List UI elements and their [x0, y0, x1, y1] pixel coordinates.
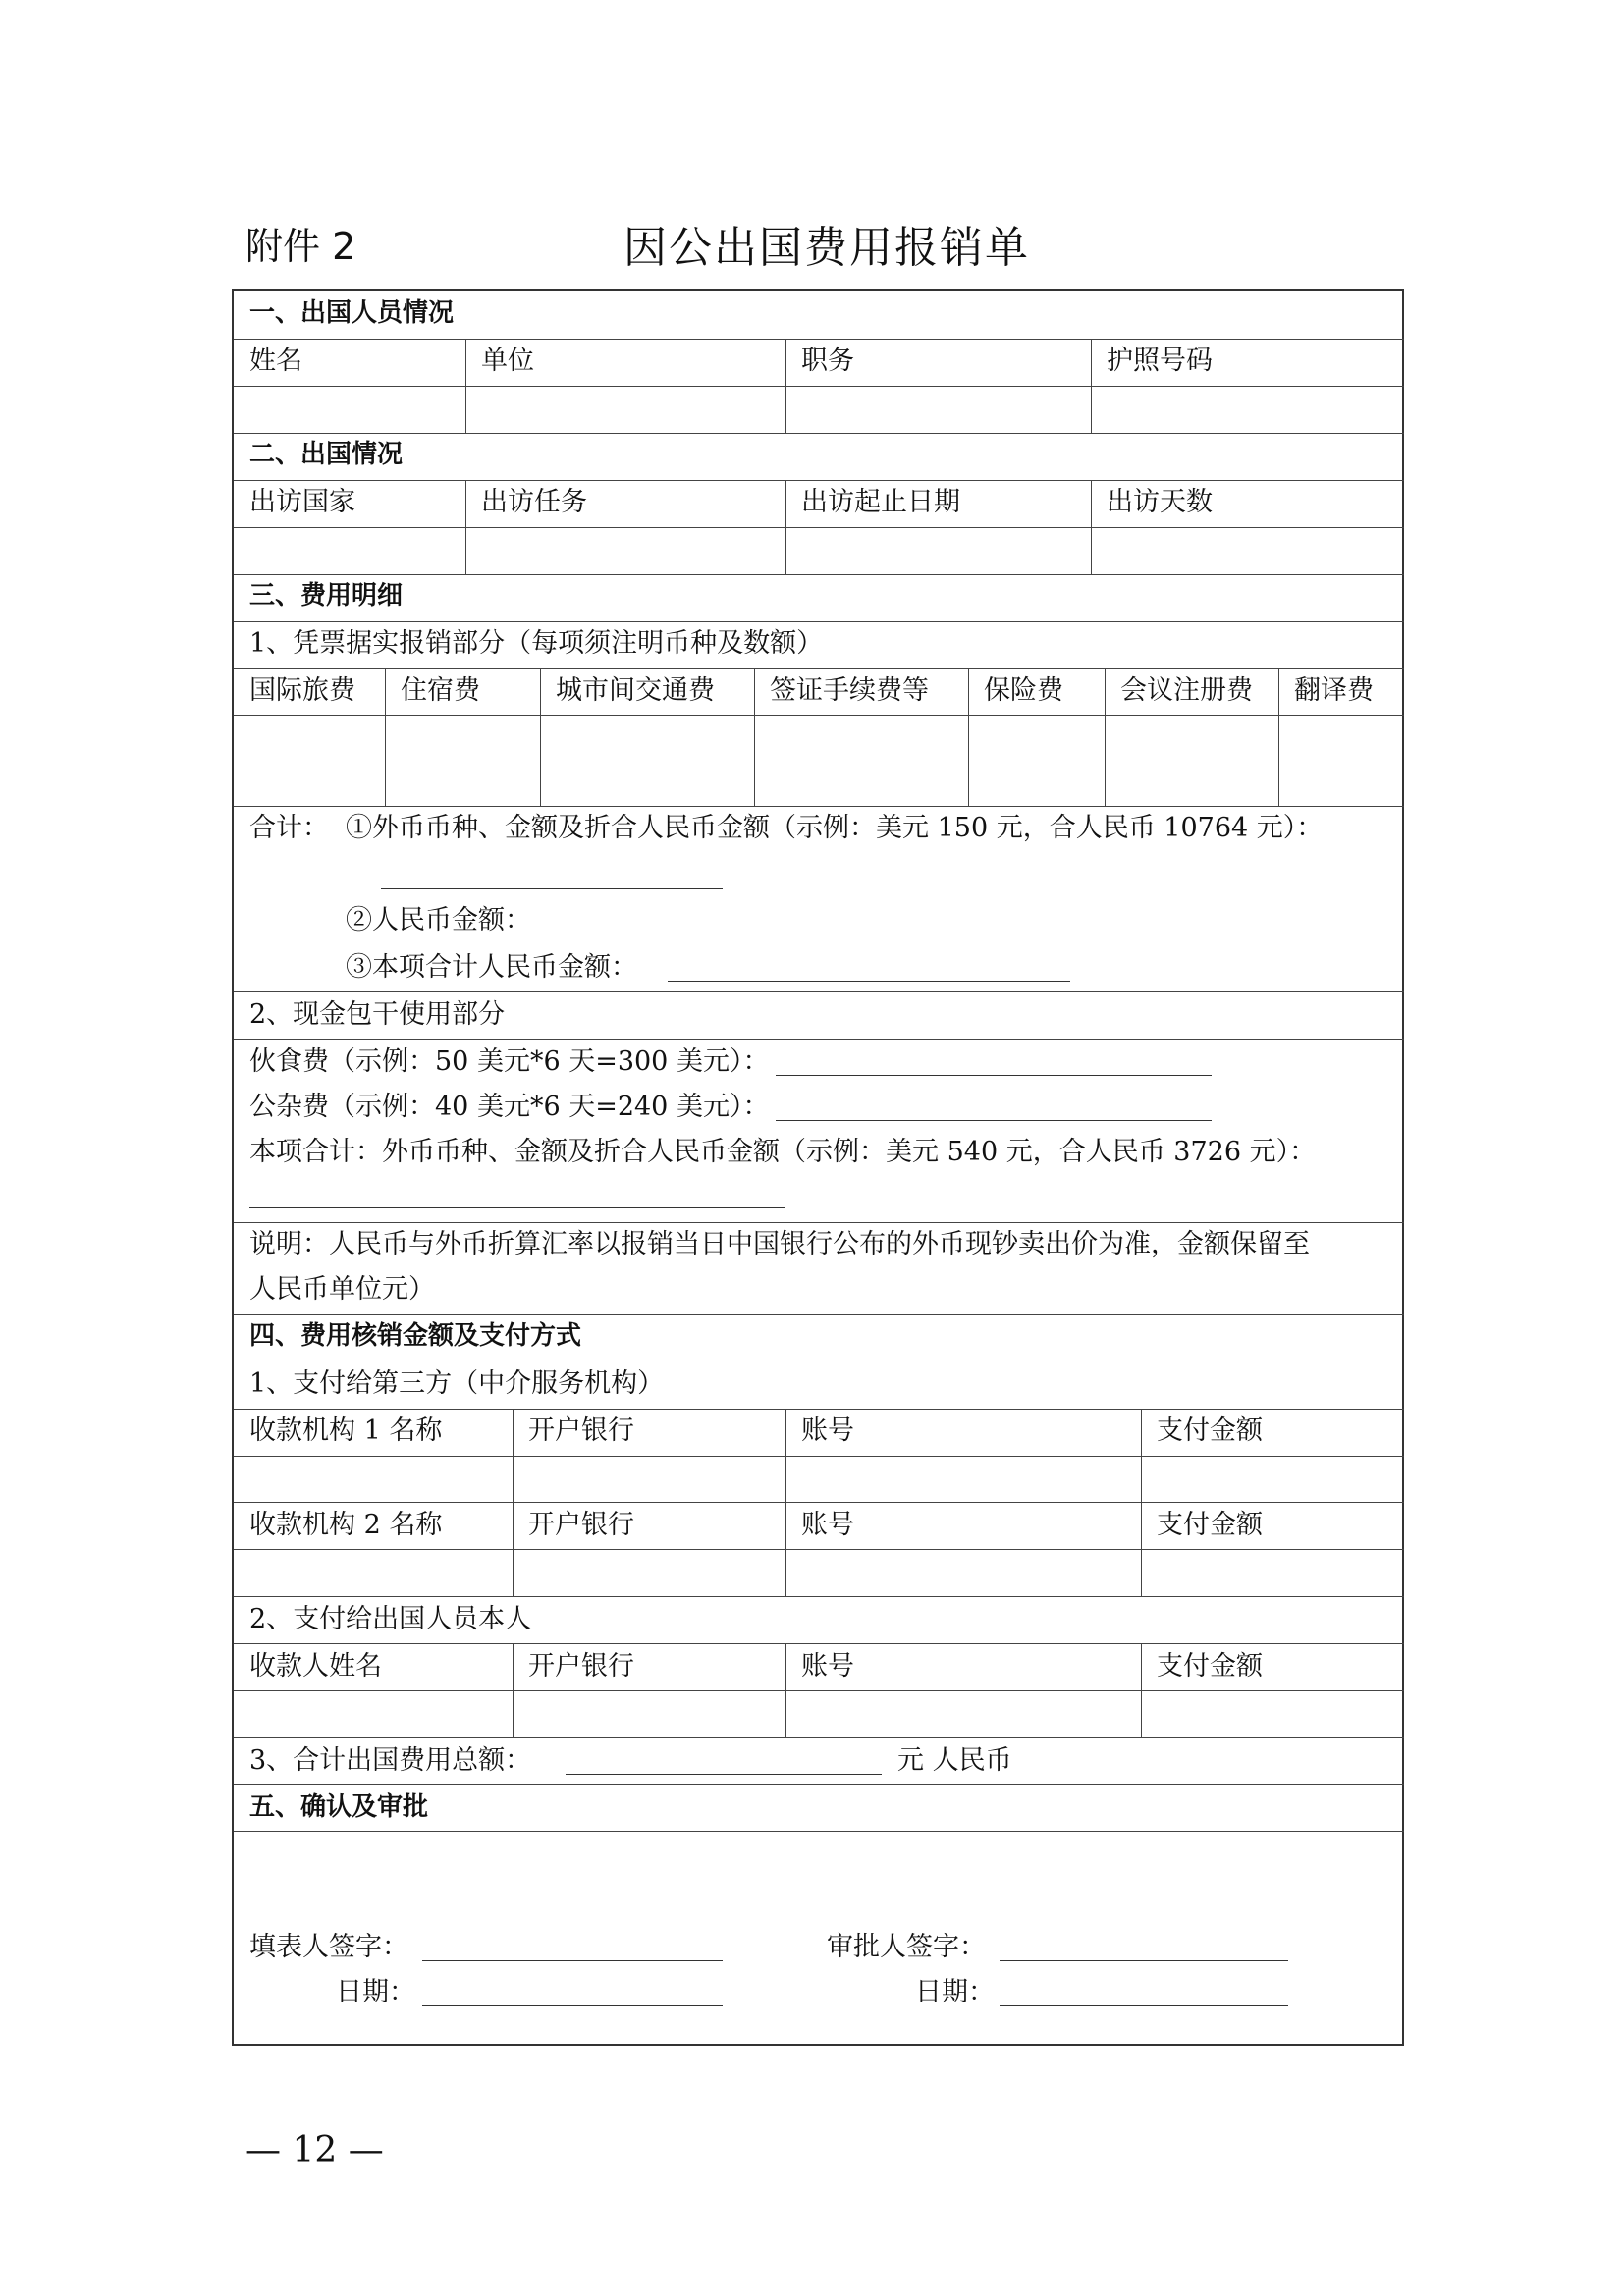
meal-blank[interactable] [776, 1075, 1212, 1076]
col-dates: 出访起止日期 [801, 487, 960, 517]
approver-sign-label: 审批人签字： [827, 1932, 986, 1962]
cash-subtotal-blank[interactable] [249, 1207, 785, 1208]
grand-total-blank[interactable] [566, 1774, 882, 1775]
org1-account-label: 账号 [801, 1415, 854, 1446]
total-label: 合计： [249, 813, 329, 843]
approver-sign-blank[interactable] [1000, 1960, 1288, 1961]
section4-header: 四、费用核销金额及支付方式 [249, 1321, 582, 1351]
section2-header: 二、出国情况 [249, 440, 404, 469]
payee-bank-label: 开户银行 [528, 1651, 634, 1682]
receipt-subsection: 1、凭票据实报销部分（每项须注明币种及数额） [249, 628, 824, 659]
reimbursement-form-table [232, 289, 1404, 2046]
foreign-total-line: ①外币币种、金额及折合人民币金额（示例：美元 150 元，合人民币 10764 元）： [346, 813, 1324, 843]
payee-amount-label: 支付金额 [1157, 1651, 1263, 1682]
section1-header: 一、出国人员情况 [249, 298, 455, 328]
page-number: — 12 — [245, 2130, 384, 2170]
attachment-label: 附件 2 [245, 225, 356, 268]
col-task: 出访任务 [481, 487, 587, 517]
filler-date-label: 日期： [336, 1977, 415, 2007]
section3-header: 三、费用明细 [249, 581, 404, 611]
col-days: 出访天数 [1107, 487, 1213, 517]
col-name: 姓名 [249, 346, 302, 376]
cash-subtotal-line: 本项合计：外币币种、金额及折合人民币金额（示例：美元 540 元，合人民币 3726 元）： [249, 1137, 1317, 1167]
misc-blank[interactable] [776, 1120, 1212, 1121]
col-passport: 护照号码 [1107, 346, 1213, 376]
approver-date-blank[interactable] [1000, 2005, 1288, 2006]
col-conference: 会议注册费 [1120, 675, 1253, 706]
section5-header: 五、确认及审批 [249, 1792, 429, 1822]
org2-bank-label: 开户银行 [528, 1510, 634, 1540]
grand-total-label: 3、合计出国费用总额： [249, 1745, 532, 1776]
grand-total-unit: 元 人民币 [897, 1745, 1012, 1776]
filler-sign-label: 填表人签字： [249, 1932, 408, 1962]
col-insurance: 保险费 [984, 675, 1063, 706]
payee-name-label: 收款人姓名 [249, 1651, 382, 1682]
org1-name-label: 收款机构 1 名称 [249, 1415, 443, 1446]
item-total-line: ③本项合计人民币金额： [346, 952, 637, 983]
col-position: 职务 [801, 346, 854, 376]
self-payment-subsection: 2、支付给出国人员本人 [249, 1604, 532, 1634]
col-intl-travel: 国际旅费 [249, 675, 355, 706]
org1-amount-label: 支付金额 [1157, 1415, 1263, 1446]
approver-date-label: 日期： [915, 1977, 995, 2007]
org2-name-label: 收款机构 2 名称 [249, 1510, 443, 1540]
misc-line: 公杂费（示例：40 美元*6 天=240 美元）： [249, 1092, 770, 1122]
col-unit: 单位 [481, 346, 534, 376]
filler-date-blank[interactable] [422, 2005, 723, 2006]
third-party-subsection: 1、支付给第三方（中介服务机构） [249, 1368, 665, 1399]
col-intercity: 城市间交通费 [556, 675, 715, 706]
note-line-2: 人民币单位元） [249, 1274, 435, 1305]
note-line-1: 说明：人民币与外币折算汇率以报销当日中国银行公布的外币现钞卖出价为准，金额保留至 [249, 1229, 1310, 1259]
foreign-total-blank[interactable] [381, 888, 723, 889]
org1-bank-label: 开户银行 [528, 1415, 634, 1446]
col-translation: 翻译费 [1294, 675, 1374, 706]
item-total-blank[interactable] [668, 981, 1070, 982]
filler-sign-blank[interactable] [422, 1960, 723, 1961]
form-title: 因公出国费用报销单 [623, 223, 1030, 273]
meal-line: 伙食费（示例：50 美元*6 天=300 美元）： [249, 1046, 770, 1077]
rmb-amount-line: ②人民币金额： [346, 905, 531, 935]
org2-account-label: 账号 [801, 1510, 854, 1540]
payee-account-label: 账号 [801, 1651, 854, 1682]
col-lodging: 住宿费 [401, 675, 480, 706]
col-visa: 签证手续费等 [770, 675, 929, 706]
org2-amount-label: 支付金额 [1157, 1510, 1263, 1540]
col-country: 出访国家 [249, 487, 355, 517]
cash-subsection: 2、现金包干使用部分 [249, 999, 506, 1030]
